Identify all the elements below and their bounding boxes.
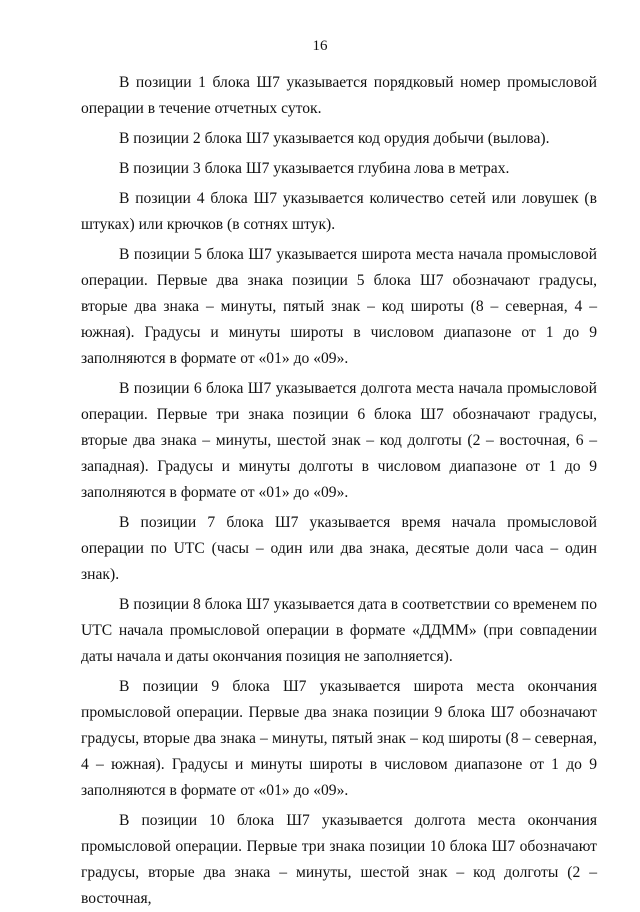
paragraph-position-10: В позиции 10 блока Ш7 указывается долгота места окончания промысловой операции. Первые три знака позиции 10 блока Ш7 обозначают градусы, вторые два знака – минуты, шестой знак – код долготы (2 – восточная,: [81, 812, 597, 907]
paragraph-position-9: В позиции 9 блока Ш7 указывается широта места окончания промысловой операции. Первые два знака позиции 9 блока Ш7 обозначают градусы, вторые два знака – минуты, пятый знак – код широты (8 – северная, 4 – южная). Градусы и минуты широты в числовом диапазоне от 1 до 9 заполняются в формате от «01» до «09».: [81, 678, 597, 799]
paragraph-position-7: В позиции 7 блока Ш7 указывается время начала промысловой операции по UTC (часы – один или два знака, десятые доли часа – один знак).: [81, 514, 597, 583]
paragraph-position-2: В позиции 2 блока Ш7 указывается код орудия добычи (вылова).: [119, 130, 550, 147]
paragraph-position-8: В позиции 8 блока Ш7 указывается дата в соответствии со временем по UTC начала промысловой операции в формате «ДДММ» (при совпадении даты начала и даты окончания позиция не заполняется).: [81, 596, 597, 665]
page-number: 16: [312, 38, 328, 54]
paragraph-position-1: В позиции 1 блока Ш7 указывается порядковый номер промысловой операции в течение отчетных суток.: [81, 74, 597, 117]
paragraph-position-6: В позиции 6 блока Ш7 указывается долгота места начала промысловой операции. Первые три знака позиции 6 блока Ш7 обозначают градусы, вторые два знака – минуты, шестой знак – код долготы (2 – восточная, 6 – западная). Градусы и минуты долготы в числовом диапазоне от 1 до 9 заполняются в формате от «01» до «09».: [81, 380, 597, 501]
document-body: [81, 70, 597, 912]
paragraph-position-5: В позиции 5 блока Ш7 указывается широта места начала промысловой операции. Первые два знака позиции 5 блока Ш7 обозначают градусы, вторые два знака – минуты, пятый знак – код широты (8 – северная, 4 – южная). Градусы и минуты широты в числовом диапазоне от 1 до 9 заполняются в формате от «01» до «09».: [81, 246, 597, 367]
paragraph-position-4: В позиции 4 блока Ш7 указывается количество сетей или ловушек (в штуках) или крючков (в сотнях штук).: [81, 190, 597, 233]
paragraph-position-3: В позиции 3 блока Ш7 указывается глубина лова в метрах.: [119, 160, 510, 177]
